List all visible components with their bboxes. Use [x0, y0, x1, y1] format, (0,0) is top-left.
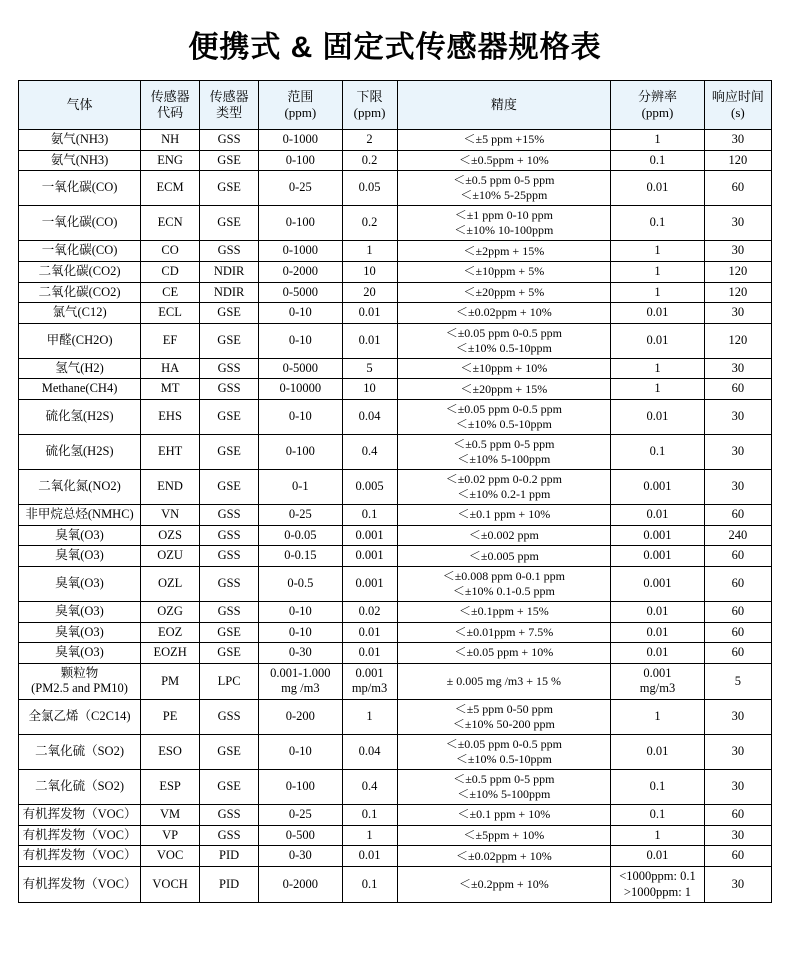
- cell-sensor-code: EHT: [141, 435, 200, 470]
- cell-sensor-code: VP: [141, 825, 200, 846]
- cell-range: 0-25: [259, 805, 342, 826]
- cell-sensor-type: GSE: [200, 206, 259, 241]
- cell-gas: 硫化氢(H2S): [19, 435, 141, 470]
- cell-lower-limit: 20: [342, 282, 397, 303]
- table-row: [19, 825, 772, 846]
- cell-response-time: 60: [704, 846, 771, 867]
- cell-range: 0-500: [259, 825, 342, 846]
- cell-sensor-type: GSS: [200, 825, 259, 846]
- cell-resolution: 0.1: [611, 435, 705, 470]
- cell-gas: 二氧化碳(CO2): [19, 261, 141, 282]
- cell-lower-limit: 10: [342, 379, 397, 400]
- cell-response-time: 120: [704, 282, 771, 303]
- cell-sensor-code: PM: [141, 663, 200, 699]
- cell-gas: Methane(CH4): [19, 379, 141, 400]
- cell-sensor-code: VM: [141, 805, 200, 826]
- cell-accuracy: ＜±5 ppm 0-50 ppm ＜±10% 50-200 ppm: [397, 700, 611, 735]
- cell-sensor-type: GSE: [200, 622, 259, 643]
- cell-lower-limit: 10: [342, 261, 397, 282]
- cell-resolution: 0.1: [611, 770, 705, 805]
- cell-sensor-code: ECN: [141, 206, 200, 241]
- column-header-response-time: 响应时间 (s): [704, 81, 771, 130]
- cell-response-time: 60: [704, 566, 771, 601]
- cell-range: 0-100: [259, 206, 342, 241]
- cell-sensor-code: END: [141, 470, 200, 505]
- cell-gas: 全氯乙烯（C2C14): [19, 700, 141, 735]
- cell-response-time: 30: [704, 206, 771, 241]
- table-row: [19, 206, 772, 241]
- cell-resolution: 0.001: [611, 470, 705, 505]
- cell-gas: 二氧化碳(CO2): [19, 282, 141, 303]
- cell-range: 0-0.5: [259, 566, 342, 601]
- cell-range: 0-5000: [259, 358, 342, 379]
- cell-range: 0-10: [259, 323, 342, 358]
- cell-sensor-type: GSE: [200, 400, 259, 435]
- cell-sensor-code: EF: [141, 323, 200, 358]
- cell-resolution: 0.01: [611, 846, 705, 867]
- cell-sensor-code: HA: [141, 358, 200, 379]
- cell-sensor-type: GSE: [200, 770, 259, 805]
- cell-sensor-code: VN: [141, 505, 200, 526]
- cell-accuracy: ＜±1 ppm 0-10 ppm ＜±10% 10-100ppm: [397, 206, 611, 241]
- table-row: [19, 379, 772, 400]
- cell-resolution: 1: [611, 130, 705, 151]
- cell-accuracy: ＜±5 ppm +15%: [397, 130, 611, 151]
- table-row: [19, 282, 772, 303]
- cell-sensor-code: ESO: [141, 735, 200, 770]
- cell-lower-limit: 0.02: [342, 601, 397, 622]
- page-title: 便携式 & 固定式传感器规格表: [188, 31, 602, 64]
- cell-resolution: 0.01: [611, 643, 705, 664]
- cell-accuracy: ＜±0.1 ppm + 10%: [397, 505, 611, 526]
- cell-sensor-type: GSE: [200, 735, 259, 770]
- cell-range: 0-30: [259, 643, 342, 664]
- table-row: [19, 130, 772, 151]
- cell-lower-limit: 0.04: [342, 400, 397, 435]
- table-row: [19, 866, 772, 902]
- cell-sensor-type: GSS: [200, 546, 259, 567]
- cell-response-time: 5: [704, 663, 771, 699]
- cell-range: 0-30: [259, 846, 342, 867]
- cell-response-time: 60: [704, 505, 771, 526]
- cell-sensor-type: NDIR: [200, 261, 259, 282]
- cell-gas: 一氧化碳(CO): [19, 171, 141, 206]
- cell-lower-limit: 0.001 mp/m3: [342, 663, 397, 699]
- cell-sensor-type: GSS: [200, 566, 259, 601]
- table-row: [19, 303, 772, 324]
- cell-response-time: 30: [704, 770, 771, 805]
- cell-sensor-code: CD: [141, 261, 200, 282]
- cell-accuracy: ＜±0.5 ppm 0-5 ppm ＜±10% 5-25ppm: [397, 171, 611, 206]
- cell-accuracy: ＜±5ppm + 10%: [397, 825, 611, 846]
- cell-accuracy: ＜±0.05 ppm 0-0.5 ppm ＜±10% 0.5-10ppm: [397, 400, 611, 435]
- cell-response-time: 60: [704, 546, 771, 567]
- cell-sensor-code: MT: [141, 379, 200, 400]
- cell-sensor-type: GSE: [200, 435, 259, 470]
- cell-gas: 有机挥发物（VOC）: [19, 866, 141, 902]
- cell-lower-limit: 2: [342, 130, 397, 151]
- cell-lower-limit: 0.1: [342, 505, 397, 526]
- cell-range: 0-25: [259, 505, 342, 526]
- cell-range: 0-10: [259, 400, 342, 435]
- table-row: [19, 700, 772, 735]
- cell-lower-limit: 0.1: [342, 805, 397, 826]
- cell-resolution: 0.1: [611, 805, 705, 826]
- cell-range: 0-10: [259, 622, 342, 643]
- column-header-sensor-code: 传感器 代码: [141, 81, 200, 130]
- cell-sensor-code: EHS: [141, 400, 200, 435]
- cell-accuracy: ＜±10ppm + 5%: [397, 261, 611, 282]
- cell-response-time: 60: [704, 379, 771, 400]
- cell-gas: 二氧化硫（SO2): [19, 735, 141, 770]
- cell-sensor-code: ESP: [141, 770, 200, 805]
- cell-resolution: 0.001 mg/m3: [611, 663, 705, 699]
- cell-resolution: 0.1: [611, 150, 705, 171]
- cell-lower-limit: 0.005: [342, 470, 397, 505]
- cell-gas: 氢气(H2): [19, 358, 141, 379]
- table-row: [19, 846, 772, 867]
- cell-gas: 臭氧(O3): [19, 601, 141, 622]
- cell-gas: 氯气(C12): [19, 303, 141, 324]
- cell-range: 0-1: [259, 470, 342, 505]
- cell-sensor-type: GSS: [200, 241, 259, 262]
- table-row: [19, 643, 772, 664]
- cell-resolution: 1: [611, 241, 705, 262]
- cell-sensor-type: GSS: [200, 525, 259, 546]
- cell-range: 0-5000: [259, 282, 342, 303]
- table-row: [19, 770, 772, 805]
- cell-lower-limit: 0.001: [342, 525, 397, 546]
- cell-accuracy: ＜±0.5 ppm 0-5 ppm ＜±10% 5-100ppm: [397, 770, 611, 805]
- cell-resolution: 0.01: [611, 622, 705, 643]
- cell-resolution: 0.001: [611, 525, 705, 546]
- cell-accuracy: ＜±0.1 ppm + 10%: [397, 805, 611, 826]
- cell-accuracy: ＜±20ppm + 15%: [397, 379, 611, 400]
- cell-range: 0-0.05: [259, 525, 342, 546]
- cell-lower-limit: 0.05: [342, 171, 397, 206]
- cell-sensor-type: GSE: [200, 171, 259, 206]
- table-row: [19, 505, 772, 526]
- column-header-resolution: 分辨率 (ppm): [611, 81, 705, 130]
- column-header-lower-limit: 下限 (ppm): [342, 81, 397, 130]
- cell-accuracy: ＜±0.2ppm + 10%: [397, 866, 611, 902]
- cell-sensor-type: GSS: [200, 379, 259, 400]
- cell-sensor-code: EOZH: [141, 643, 200, 664]
- table-row: [19, 400, 772, 435]
- cell-gas: 甲醛(CH2O): [19, 323, 141, 358]
- cell-gas: 有机挥发物（VOC）: [19, 805, 141, 826]
- cell-sensor-code: EOZ: [141, 622, 200, 643]
- cell-range: 0.001-1.000 mg /m3: [259, 663, 342, 699]
- cell-range: 0-200: [259, 700, 342, 735]
- cell-resolution: 0.01: [611, 735, 705, 770]
- table-row: [19, 171, 772, 206]
- cell-resolution: 0.01: [611, 303, 705, 324]
- table-row: [19, 261, 772, 282]
- cell-lower-limit: 0.01: [342, 846, 397, 867]
- cell-accuracy: ＜±0.1ppm + 15%: [397, 601, 611, 622]
- table-row: [19, 358, 772, 379]
- cell-range: 0-100: [259, 435, 342, 470]
- cell-gas: 有机挥发物（VOC）: [19, 846, 141, 867]
- table-row: [19, 435, 772, 470]
- cell-response-time: 30: [704, 735, 771, 770]
- cell-accuracy: ＜±0.002 ppm: [397, 525, 611, 546]
- cell-range: 0-10000: [259, 379, 342, 400]
- table-row: [19, 323, 772, 358]
- cell-gas: 氨气(NH3): [19, 150, 141, 171]
- cell-range: 0-2000: [259, 866, 342, 902]
- cell-gas: 一氧化碳(CO): [19, 206, 141, 241]
- cell-lower-limit: 5: [342, 358, 397, 379]
- cell-sensor-type: GSE: [200, 303, 259, 324]
- table-row: [19, 601, 772, 622]
- cell-response-time: 120: [704, 323, 771, 358]
- column-header-range: 范围 (ppm): [259, 81, 342, 130]
- cell-lower-limit: 0.2: [342, 150, 397, 171]
- cell-response-time: 240: [704, 525, 771, 546]
- cell-response-time: 120: [704, 150, 771, 171]
- cell-accuracy: ＜±0.05 ppm + 10%: [397, 643, 611, 664]
- cell-sensor-code: ECM: [141, 171, 200, 206]
- cell-sensor-type: GSE: [200, 643, 259, 664]
- cell-resolution: 1: [611, 282, 705, 303]
- header-row: [19, 81, 772, 130]
- cell-accuracy: ＜±0.02ppm + 10%: [397, 303, 611, 324]
- cell-response-time: 30: [704, 825, 771, 846]
- cell-lower-limit: 1: [342, 241, 397, 262]
- table-header: [19, 81, 772, 130]
- cell-resolution: 0.1: [611, 206, 705, 241]
- cell-gas: 臭氧(O3): [19, 566, 141, 601]
- cell-lower-limit: 0.4: [342, 435, 397, 470]
- cell-sensor-code: VOCH: [141, 866, 200, 902]
- cell-sensor-code: OZS: [141, 525, 200, 546]
- cell-lower-limit: 1: [342, 825, 397, 846]
- cell-range: 0-100: [259, 770, 342, 805]
- cell-range: 0-0.15: [259, 546, 342, 567]
- cell-response-time: 30: [704, 358, 771, 379]
- cell-sensor-code: VOC: [141, 846, 200, 867]
- cell-resolution: 1: [611, 700, 705, 735]
- cell-sensor-type: LPC: [200, 663, 259, 699]
- cell-sensor-type: GSS: [200, 505, 259, 526]
- cell-resolution: 1: [611, 358, 705, 379]
- cell-response-time: 30: [704, 435, 771, 470]
- cell-sensor-type: GSS: [200, 358, 259, 379]
- cell-accuracy: ＜±0.005 ppm: [397, 546, 611, 567]
- cell-sensor-code: ECL: [141, 303, 200, 324]
- cell-lower-limit: 0.4: [342, 770, 397, 805]
- table-row: [19, 566, 772, 601]
- cell-accuracy: ± 0.005 mg /m3 + 15 %: [397, 663, 611, 699]
- cell-lower-limit: 0.01: [342, 303, 397, 324]
- cell-sensor-type: GSE: [200, 323, 259, 358]
- cell-response-time: 120: [704, 261, 771, 282]
- cell-lower-limit: 0.01: [342, 643, 397, 664]
- cell-range: 0-10: [259, 735, 342, 770]
- cell-gas: 有机挥发物（VOC）: [19, 825, 141, 846]
- table-body: [19, 130, 772, 903]
- cell-sensor-code: OZU: [141, 546, 200, 567]
- cell-lower-limit: 0.01: [342, 622, 397, 643]
- cell-resolution: 0.01: [611, 505, 705, 526]
- cell-response-time: 30: [704, 866, 771, 902]
- cell-sensor-code: CO: [141, 241, 200, 262]
- cell-response-time: 30: [704, 400, 771, 435]
- cell-sensor-type: NDIR: [200, 282, 259, 303]
- table-row: [19, 735, 772, 770]
- cell-sensor-code: ENG: [141, 150, 200, 171]
- cell-sensor-code: NH: [141, 130, 200, 151]
- cell-lower-limit: 0.2: [342, 206, 397, 241]
- document-page: [0, 22, 790, 903]
- cell-sensor-code: OZL: [141, 566, 200, 601]
- cell-lower-limit: 0.001: [342, 546, 397, 567]
- cell-sensor-code: OZG: [141, 601, 200, 622]
- column-header-gas: 气体: [19, 81, 141, 130]
- cell-sensor-type: PID: [200, 846, 259, 867]
- cell-resolution: 1: [611, 825, 705, 846]
- cell-lower-limit: 0.1: [342, 866, 397, 902]
- cell-accuracy: ＜±2ppm + 15%: [397, 241, 611, 262]
- cell-response-time: 60: [704, 601, 771, 622]
- cell-gas: 二氧化硫（SO2): [19, 770, 141, 805]
- cell-sensor-type: PID: [200, 866, 259, 902]
- cell-gas: 颗粒物 (PM2.5 and PM10): [19, 663, 141, 699]
- cell-sensor-type: GSE: [200, 470, 259, 505]
- cell-sensor-type: GSE: [200, 150, 259, 171]
- table-row: [19, 150, 772, 171]
- cell-accuracy: ＜±0.01ppm + 7.5%: [397, 622, 611, 643]
- cell-response-time: 30: [704, 700, 771, 735]
- cell-lower-limit: 0.001: [342, 566, 397, 601]
- cell-gas: 二氧化氮(NO2): [19, 470, 141, 505]
- cell-gas: 臭氧(O3): [19, 525, 141, 546]
- cell-resolution: 0.01: [611, 323, 705, 358]
- cell-resolution: 1: [611, 261, 705, 282]
- cell-gas: 氨气(NH3): [19, 130, 141, 151]
- table-row: [19, 622, 772, 643]
- cell-accuracy: ＜±0.5ppm + 10%: [397, 150, 611, 171]
- cell-sensor-code: CE: [141, 282, 200, 303]
- cell-accuracy: ＜±0.008 ppm 0-0.1 ppm ＜±10% 0.1-0.5 ppm: [397, 566, 611, 601]
- cell-accuracy: ＜±10ppm + 10%: [397, 358, 611, 379]
- cell-gas: 臭氧(O3): [19, 643, 141, 664]
- cell-sensor-type: GSS: [200, 601, 259, 622]
- cell-sensor-type: GSS: [200, 805, 259, 826]
- table-row: [19, 805, 772, 826]
- cell-gas: 非甲烷总烃(NMHC): [19, 505, 141, 526]
- column-header-accuracy: 精度: [397, 81, 611, 130]
- cell-response-time: 30: [704, 303, 771, 324]
- cell-resolution: 0.01: [611, 601, 705, 622]
- cell-response-time: 60: [704, 171, 771, 206]
- sensor-spec-table: [18, 80, 772, 903]
- cell-response-time: 30: [704, 241, 771, 262]
- cell-response-time: 60: [704, 643, 771, 664]
- cell-response-time: 60: [704, 805, 771, 826]
- cell-lower-limit: 0.01: [342, 323, 397, 358]
- cell-resolution: 1: [611, 379, 705, 400]
- cell-accuracy: ＜±0.5 ppm 0-5 ppm ＜±10% 5-100ppm: [397, 435, 611, 470]
- table-row: [19, 546, 772, 567]
- cell-lower-limit: 1: [342, 700, 397, 735]
- cell-resolution: 0.01: [611, 171, 705, 206]
- cell-accuracy: ＜±20ppm + 5%: [397, 282, 611, 303]
- cell-gas: 臭氧(O3): [19, 546, 141, 567]
- cell-range: 0-2000: [259, 261, 342, 282]
- column-header-sensor-type: 传感器 类型: [200, 81, 259, 130]
- cell-resolution: 0.01: [611, 400, 705, 435]
- cell-sensor-type: GSS: [200, 700, 259, 735]
- cell-resolution: <1000ppm: 0.1 >1000ppm: 1: [611, 866, 705, 902]
- cell-gas: 一氧化碳(CO): [19, 241, 141, 262]
- table-row: [19, 470, 772, 505]
- cell-accuracy: ＜±0.02 ppm 0-0.2 ppm ＜±10% 0.2-1 ppm: [397, 470, 611, 505]
- cell-range: 0-100: [259, 150, 342, 171]
- cell-range: 0-1000: [259, 130, 342, 151]
- cell-range: 0-25: [259, 171, 342, 206]
- cell-range: 0-10: [259, 303, 342, 324]
- cell-response-time: 60: [704, 622, 771, 643]
- table-row: [19, 663, 772, 699]
- cell-gas: 臭氧(O3): [19, 622, 141, 643]
- cell-resolution: 0.001: [611, 546, 705, 567]
- cell-accuracy: ＜±0.05 ppm 0-0.5 ppm ＜±10% 0.5-10ppm: [397, 735, 611, 770]
- cell-response-time: 30: [704, 130, 771, 151]
- cell-range: 0-10: [259, 601, 342, 622]
- cell-resolution: 0.001: [611, 566, 705, 601]
- cell-response-time: 30: [704, 470, 771, 505]
- table-row: [19, 241, 772, 262]
- cell-range: 0-1000: [259, 241, 342, 262]
- cell-accuracy: ＜±0.05 ppm 0-0.5 ppm ＜±10% 0.5-10ppm: [397, 323, 611, 358]
- cell-sensor-type: GSS: [200, 130, 259, 151]
- cell-sensor-code: PE: [141, 700, 200, 735]
- table-row: [19, 525, 772, 546]
- cell-lower-limit: 0.04: [342, 735, 397, 770]
- cell-accuracy: ＜±0.02ppm + 10%: [397, 846, 611, 867]
- cell-gas: 硫化氢(H2S): [19, 400, 141, 435]
